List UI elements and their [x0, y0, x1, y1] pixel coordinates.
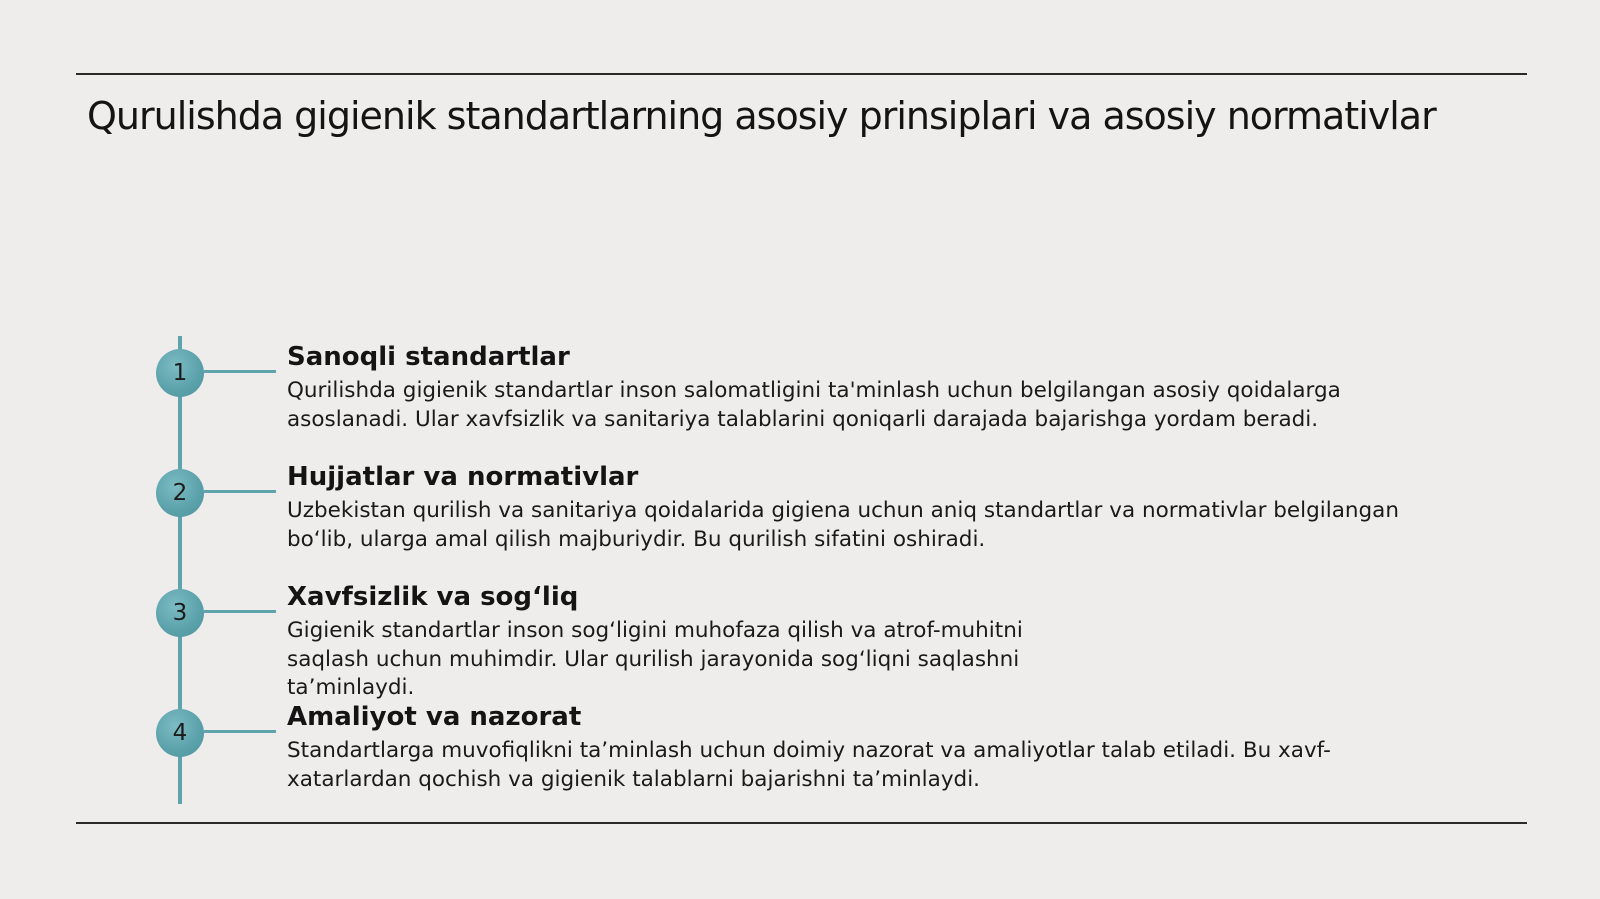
step-number-badge: 3	[156, 589, 204, 637]
step-description: Gigienik standartlar inson sog‘ligini muhofaza qilish va atrof-muhitni saqlash uchun muhimdir. Ular qurilish jarayonida sog‘liqni saqlashni ta’minlaydi.	[287, 618, 1023, 700]
top-divider	[76, 73, 1527, 75]
slide-title: Qurulishda gigienik standartlarning asosiy prinsiplari va asosiy normativlar	[87, 94, 1436, 138]
step-description: Standartlarga muvofiqlikni ta’minlash uchun doimiy nazorat va amaliyotlar talab etiladi. Bu xavf-xatarlardan qochish va gigienik talablarni bajarishni ta’minlaydi.	[287, 738, 1331, 792]
step-heading: Hujjatlar va normativlar	[287, 462, 639, 492]
step-connector	[204, 610, 276, 613]
step-connector	[204, 730, 276, 733]
step-description: Uzbekistan qurilish va sanitariya qoidalarida gigiena uchun aniq standartlar va normativlar belgilangan bo‘lib, ularga amal qilish majburiydir. Bu qurilish sifatini oshiradi.	[287, 498, 1399, 552]
step-heading: Amaliyot va nazorat	[287, 702, 582, 732]
step-number-badge: 4	[156, 709, 204, 757]
bottom-divider	[76, 822, 1527, 824]
step-description: Qurilishda gigienik standartlar inson salomatligini ta'minlash uchun belgilangan asosiy qoidalarga asoslanadi. Ular xavfsizlik va sanitariya talablarini qoniqarli darajada bajarishga yordam beradi.	[287, 378, 1341, 432]
step-heading: Sanoqli standartlar	[287, 342, 570, 372]
step-connector	[204, 370, 276, 373]
step-number-badge: 2	[156, 469, 204, 517]
step-number-badge: 1	[156, 349, 204, 397]
step-connector	[204, 490, 276, 493]
step-heading: Xavfsizlik va sog‘liq	[287, 582, 579, 612]
